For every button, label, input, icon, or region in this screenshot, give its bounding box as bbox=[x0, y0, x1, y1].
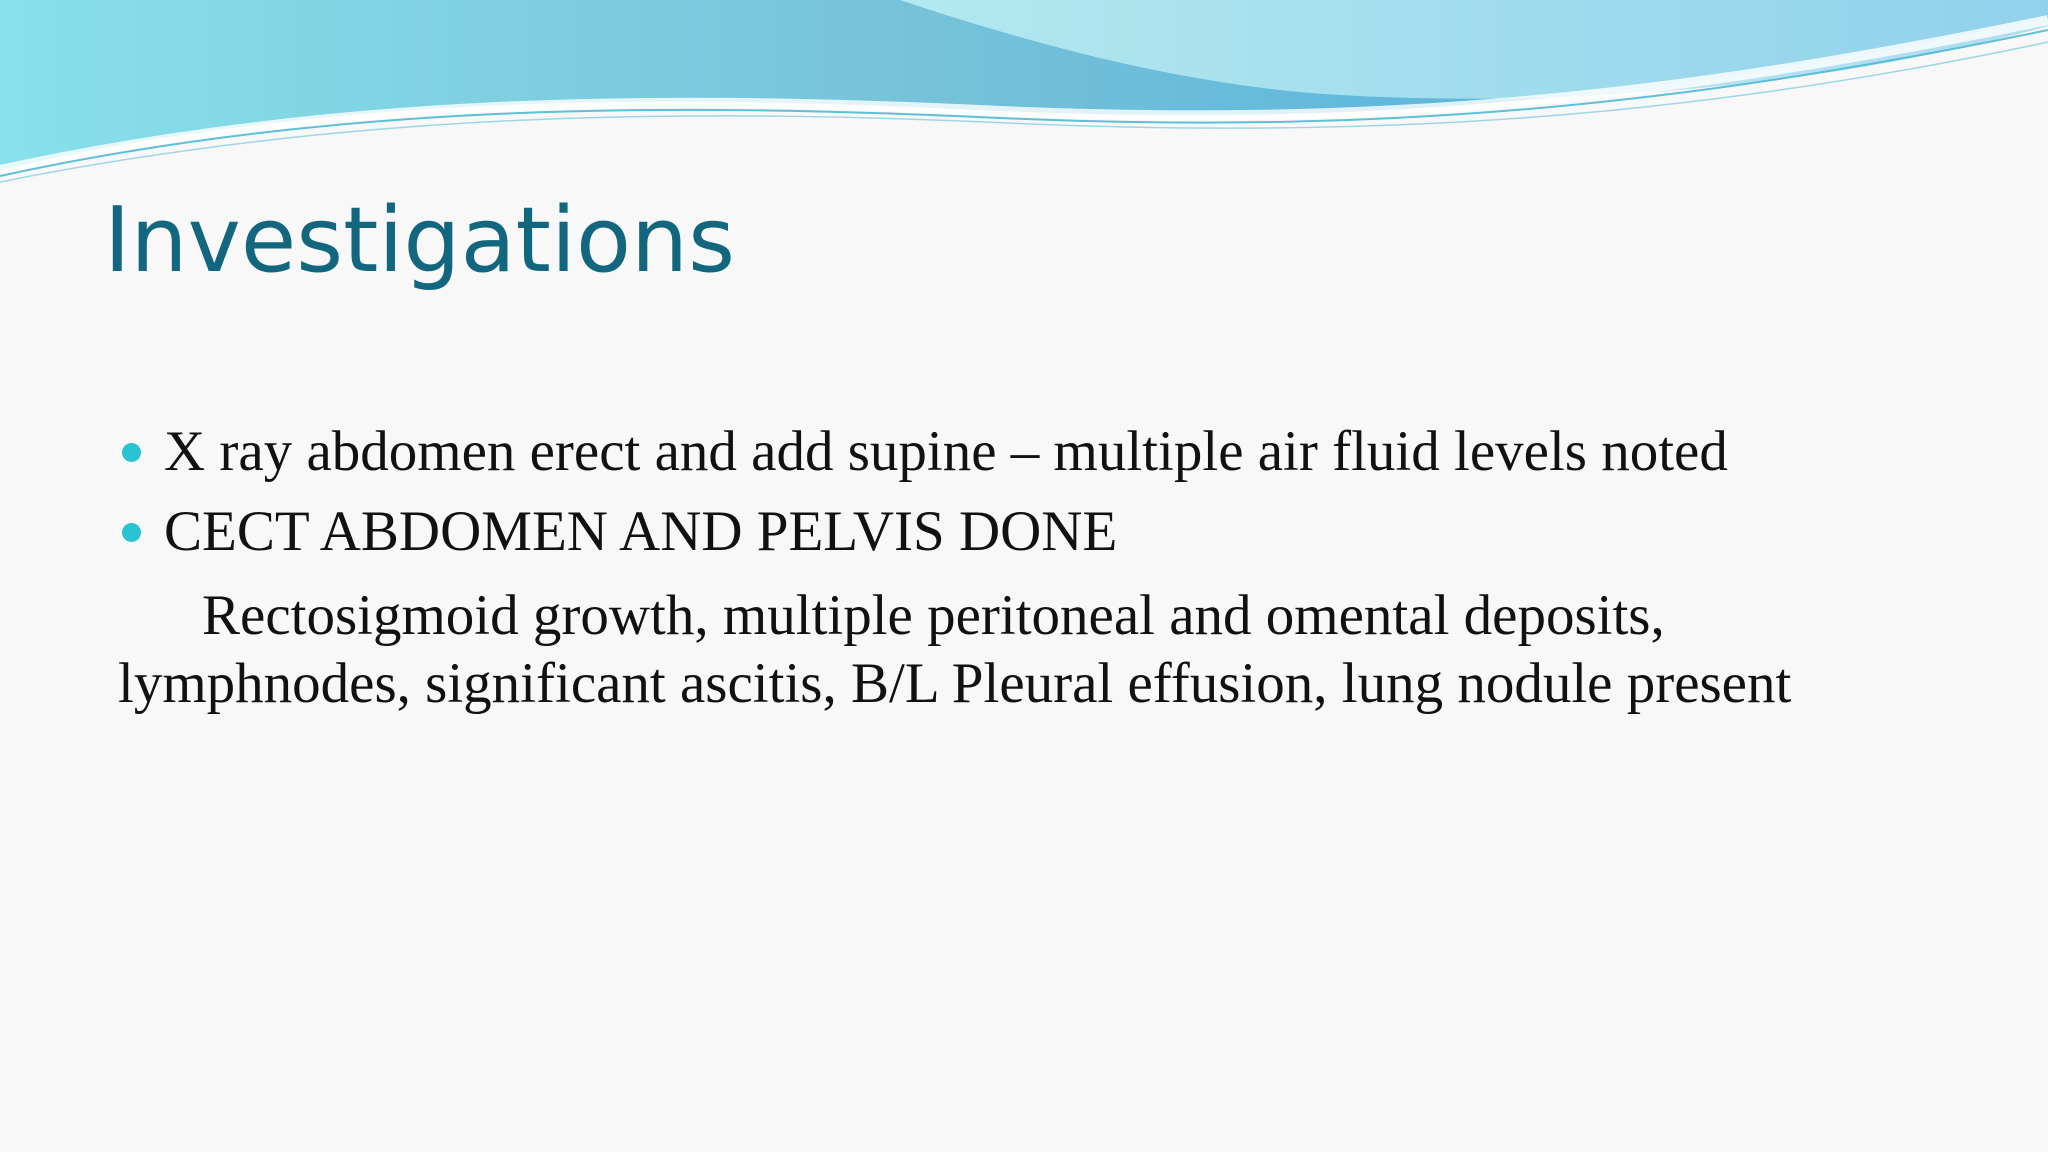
findings-paragraph bbox=[118, 582, 1938, 718]
bullet-text-cect: CECT ABDOMEN AND PELVIS DONE bbox=[164, 500, 1118, 563]
findings-line-1: Rectosigmoid growth, multiple peritoneal and omental deposits, bbox=[202, 584, 1665, 647]
circle-bullet-icon bbox=[122, 523, 141, 542]
slide-title: Investigations bbox=[104, 188, 735, 293]
bullet-text-xray: X ray abdomen erect and add supine – multiple air fluid levels noted bbox=[164, 420, 1728, 483]
findings-line-2: lymphnodes, significant ascitis, B/L Pleural effusion, lung nodule present bbox=[118, 652, 1792, 715]
bullet-item-cect bbox=[118, 492, 1938, 572]
content-area bbox=[118, 412, 1938, 718]
header-wave-decoration bbox=[0, 0, 2048, 190]
bullet-item-xray bbox=[118, 412, 1938, 492]
circle-bullet-icon bbox=[122, 443, 141, 462]
